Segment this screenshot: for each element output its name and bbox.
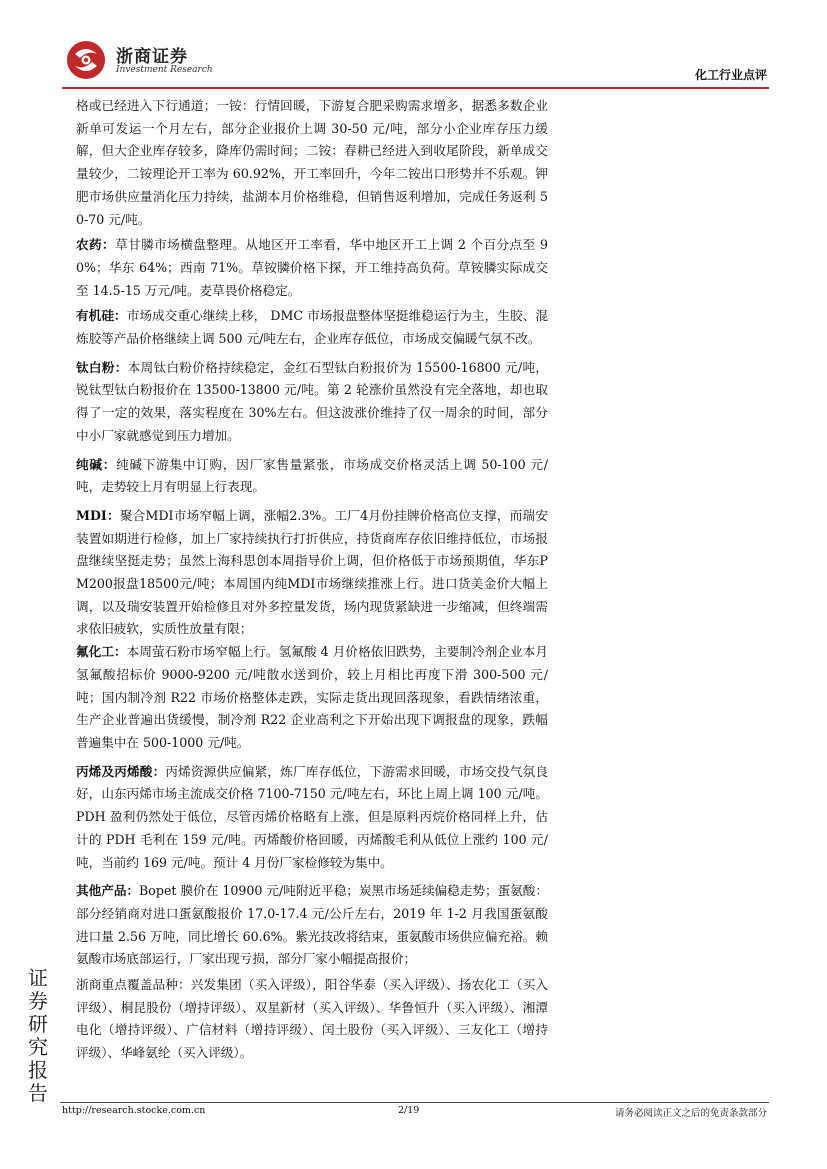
header-divider (62, 87, 769, 89)
page-number: 2/19 (398, 1105, 420, 1116)
side-label-char: 告 (28, 1081, 48, 1105)
section-lead: MDI： (76, 507, 120, 523)
footer-url-link[interactable]: http://research.stocke.com.cn (62, 1105, 206, 1116)
paragraph-text: 纯碱下游集中订购，因厂家售量紧张，市场成交价格灵活上调 50-100 元/吨，走势较上月有明显上行表现。 (76, 456, 548, 495)
paragraph-text: 草甘膦市场横盘整理。从地区开工率看，华中地区开工上调 2 个百分点至 90%；华东 64%；西南 71%。草铵膦价格下探，开工维持高负荷。草铵膦实际成交至 14.5-15 万元/吨。麦草畏价格稳定。 (76, 237, 548, 298)
paragraph-pesticide (76, 234, 548, 302)
footer-disclaimer: 请务必阅读正文之后的免责条款部分 (614, 1108, 767, 1119)
paragraph-text: 本周钛白粉价格持续稳定，金红石型钛白粉报价为 15500-16800 元/吨，锐钛型钛白粉报价在 13500-13800 元/吨。第 2 轮涨价虽然没有完全落地，却也取得了一定的效果，落实程度在 30%左右。但这波涨价维持了仅一周余的时间，部分中小厂家就感觉到压力增加。 (76, 359, 548, 443)
side-label-char: 报 (28, 1058, 48, 1082)
paragraph-text: 市场成交重心继续上移， DMC 市场报盘整体坚挺维稳运行为主，生胶、混炼胶等产品价格继续上调 500 元/吨左右，企业库存低位，市场成交偏暖气氛不改。 (76, 308, 549, 347)
paragraph-other-products (76, 880, 548, 971)
paragraph-propylene (76, 761, 548, 875)
paragraph-soda-ash (76, 454, 548, 499)
section-lead: 农药： (76, 237, 116, 253)
side-label-char: 证 (28, 966, 48, 990)
paragraph-text: 格或已经进入下行通道；一铵：行情回暖，下游复合肥采购需求增多，据悉多数企业新单可发运一个月左右，部分企业报价上调 30-50 元/吨，部分小企业库存压力缓解，但大企业库存较多，降库仍需时间；二铵：春耕已经进入到收尾阶段，新单成交量较少，二铵理论开工率为 60.92%，开工率回升，今年二铵出口形势并不乐观。钾肥市场供应量消化压力持续，盐湖本月价格维稳，但销售返利增加，完成任务返利 50-70 元/吨。 (76, 98, 548, 227)
report-body (76, 95, 548, 1065)
paragraph-text: Bopet 膜价在 10900 元/吨附近平稳；炭黑市场延续偏稳走势；蛋氨酸：部分经销商对进口蛋氨酸报价 17.0-17.4 元/公斤左右，2019 年 1-2 月我国蛋氨酸进口量 2.56 万吨，同比增长 60.6%。紫光技改将结束，蛋氨酸市场供应偏充裕。赖氨酸市场底部运行，厂家出现亏损，部分厂家小幅提高报价； (76, 883, 549, 967)
side-report-label (25, 967, 51, 1105)
paragraph-fluorochemical (76, 641, 548, 755)
section-lead: 氟化工： (76, 644, 127, 660)
side-label-char: 研 (28, 1012, 48, 1036)
paragraph-text: 本周萤石粉市场窄幅上行。氢氟酸 4 月价格依旧跌势，主要制冷剂企业本月氢氟酸招标价 9000-9200 元/吨散水送到价，较上月相比再度下滑 300-500 元/吨；国内制冷剂 R22 市场价格整体走跌，实际走货出现回落现象，看跌情绪浓重，生产企业普遍出货缓慢，制冷剂 R22 企业高利之下开始出现下调报盘的现象，跌幅普遍集中在 500-1000 元/吨。 (76, 644, 548, 750)
paragraph-coverage-list (76, 974, 548, 1065)
report-type: 化工行业点评 (694, 68, 767, 82)
footer-divider (60, 1102, 769, 1103)
paragraph-text: 丙烯资源供应偏紧，炼厂库存低位，下游需求回暖，市场交投气氛良好，山东丙烯市场主流成交价格 7100-7150 元/吨左右，环比上周上调 100 元/吨。PDH 盈利仍然处于低位，尽管丙烯价格略有上涨，但是原料丙烷价格同样上升，估计的 PDH 毛利在 159 元/吨。丙烯酸价格回暖，丙烯酸毛利从低位上涨约 100 元/吨，当前约 169 元/吨。预计 4 月份厂家检修较为集中。 (76, 763, 549, 870)
side-label-char: 券 (28, 989, 48, 1013)
paragraph-text: 聚合MDI市场窄幅上调，涨幅2.3%。工厂4月份挂牌价格高位支撑，而瑞安装置如期进行检修，加上厂家持续执行打折供应，持货商库存依旧维持低位，市场报盘继续坚挺走势；虽然上海科思创本周指导价上调，但价格低于市场预期值，华东PM200报盘18500元/吨；本周国内纯MDI市场继续推涨上行。进口货美金价大幅上调，以及瑞安装置开始检修且对外多控量发货，场内现货紧缺进一步缩减，但终端需求依旧疲软，实质性放量有限； (76, 507, 548, 637)
brand-tagline: Investment Research (116, 65, 213, 75)
paragraph-text: 浙商重点覆盖品种：兴发集团（买入评级），阳谷华泰（买入评级）、扬农化工（买入评级）、桐昆股份（增持评级）、双星新材（买入评级）、华鲁恒升（买入评级）、湘潭电化（增持评级）、广信材料（增持评级）、闰土股份（买入评级）、三友化工（增持评级）、华峰氨纶（买入评级）。 (76, 977, 548, 1061)
paragraph-mdi (76, 505, 548, 641)
paragraph-titanium-dioxide (76, 357, 548, 448)
section-lead: 其他产品： (76, 883, 140, 899)
section-lead: 有机硅： (76, 308, 127, 324)
side-label-char: 究 (28, 1035, 48, 1059)
paragraph-silicone (76, 305, 548, 350)
section-lead: 丙烯及丙烯酸： (76, 763, 166, 779)
paragraph-fertilizer (76, 95, 548, 231)
brand-logo-icon (66, 40, 106, 80)
brand-name: 浙商证券 (116, 47, 188, 67)
section-lead: 钛白粉： (76, 359, 128, 375)
section-lead: 纯碱： (76, 456, 117, 472)
